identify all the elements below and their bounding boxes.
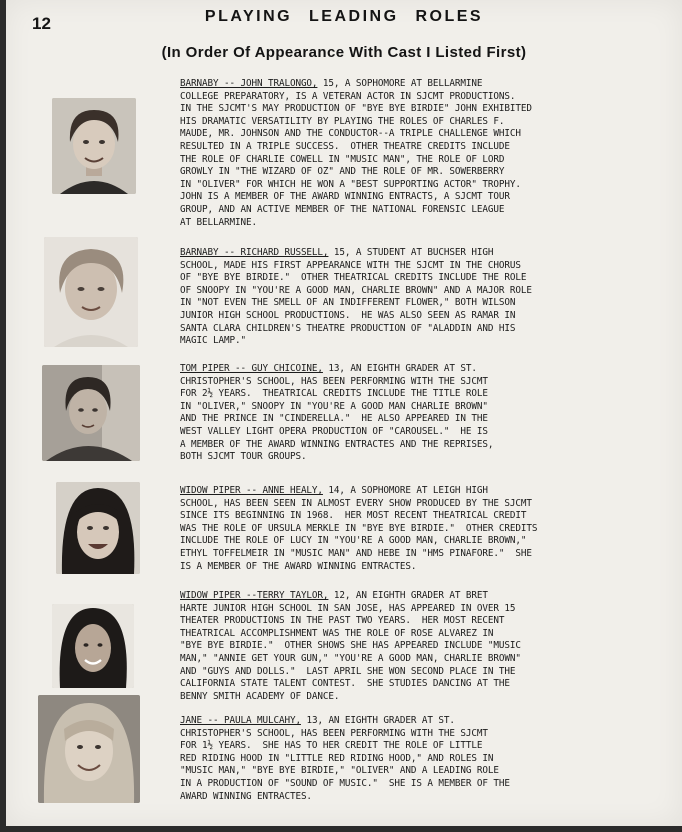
bio-body: 15, A SOPHOMORE AT BELLARMINE COLLEGE PREPARATORY, IS A VETERAN ACTOR IN SJCMT PRODUCTIONS. IN THE SJCMT'S MAY PRODUCTION OF "BYE BYE BIRDIE" JOHN EXHIBITED HIS DRAMATIC VERSATILITY BY PLAYING THE ROLES OF CHARLES F. MAUDE, MR. JOHNSON AND THE CONDUCTOR--A TRIPLE CHALLENGE WHICH RESULTED IN A TRIPLE SUCCESS. OTHER THEATRE CREDITS INCLUDE THE ROLE OF CHARLIE COWELL IN "MUSIC MAN", THE ROLE OF LORD GROWLY IN "THE WIZARD OF OZ" AND THE ROLE OF MR. SOWERBERRY IN "OLIVER" FOR WHICH HE WON A "BEST SUPPORTING ACTOR" TROPHY. JOHN IS A MEMBER OF THE AWARD WINNING ENTRACTS, A SJCMT TOUR GROUP, AND AN ACTIVE MEMBER OF THE NATIONAL FORENSIC LEAGUE AT BELLARMINE.: [180, 78, 532, 228]
portrait-photo-john-tralongo: [52, 98, 136, 194]
bio-text: [180, 78, 620, 229]
program-page: [6, 0, 682, 826]
page-number: 12: [32, 14, 51, 33]
portrait-photo-anne-healy: [56, 482, 140, 574]
role-heading: BARNABY -- JOHN TRALONGO,: [180, 78, 318, 89]
role-heading: JANE -- PAULA MULCAHY,: [180, 715, 301, 726]
portrait-photo-guy-chicoine: [42, 365, 140, 461]
bio-body: 13, AN EIGHTH GRADER AT ST. CHRISTOPHER'S SCHOOL, HAS BEEN PERFORMING WITH THE SJCMT FOR 2½ YEARS. THEATRICAL CREDITS INCLUDE THE TITLE ROLE IN "OLIVER," SNOOPY IN "YOU'RE A GOOD MAN CHARLIE BROWN" AND THE PRINCE IN "CINDERELLA." HE ALSO APPEARED IN THE WEST VALLEY LIGHT OPERA PRODUCTION OF "CAROUSEL." HE IS A MEMBER OF THE AWARD WINNING ENTRACTES AND THE REPRISES, BOTH SJCMT TOUR GROUPS.: [180, 363, 494, 463]
role-heading: TOM PIPER -- GUY CHICOINE,: [180, 363, 323, 374]
bio-body: 15, A STUDENT AT BUCHSER HIGH SCHOOL, MADE HIS FIRST APPEARANCE WITH THE SJCMT IN THE CHORUS OF "BYE BYE BIRDIE." OTHER THEATRICAL CREDITS INCLUDE THE ROLE OF SNOOPY IN "YOU'RE A GOOD MAN, CHARLIE BROWN" AND A MAJOR ROLE IN "NOT EVEN THE SMELL OF AN INDIFFERENT FLOWER," BOTH WILSON JUNIOR HIGH SCHOOL PRODUCTIONS. HE WAS ALSO SEEN AS RAMAR IN SANTA CLARA CHILDREN'S THEATRE PRODUCTION OF "ALADDIN AND HIS MAGIC LAMP.": [180, 247, 532, 347]
page-subtitle: (In Order Of Appearance With Cast I Listed First): [161, 44, 527, 61]
role-heading: WIDOW PIPER --TERRY TAYLOR,: [180, 590, 329, 601]
bio-text: [180, 485, 620, 573]
bio-text: [180, 247, 620, 348]
portrait-photo-terry-taylor: [52, 604, 134, 688]
role-heading: BARNABY -- RICHARD RUSSELL,: [180, 247, 329, 258]
bio-text: [180, 715, 620, 803]
bio-body: 12, AN EIGHTH GRADER AT BRET HARTE JUNIOR HIGH SCHOOL IN SAN JOSE, HAS APPEARED IN OVER 15 THEATER PRODUCTIONS IN THE PAST TWO YEARS. HER MOST RECENT THEATRICAL ACCOMPLISHMENT WAS THE ROLE OF ROSE ALVAREZ IN "BYE BYE BIRDIE." OTHER SHOWS SHE HAS APPEARED INCLUDE "MUSIC MAN," "ANNIE GET YOUR GUN," "YOU'RE A GOOD MAN, CHARLIE BROWN" AND "GUYS AND DOLLS." LAST APRIL SHE WON SECOND PLACE IN THE CALIFORNIA STATE TALENT CONTEST. SHE STUDIES DANCING AT THE BENNY SMITH ACADEMY OF DANCE.: [180, 590, 521, 702]
page-title: PLAYING LEADING ROLES: [204, 8, 484, 25]
bio-body: 14, A SOPHOMORE AT LEIGH HIGH SCHOOL, HAS BEEN SEEN IN ALMOST EVERY SHOW PRODUCED BY THE SJCMT SINCE ITS BEGINNING IN 1968. HER MOST RECENT THEATRICAL CREDIT WAS THE ROLE OF URSULA MERKLE IN "BYE BYE BIRDIE." OTHER CREDITS INCLUDE THE ROLE OF LUCY IN "YOU'RE A GOOD MAN, CHARLIE BROWN," ETHYL TOFFELMEIR IN "MUSIC MAN" AND HEBE IN "HMS PINAFORE." SHE IS A MEMBER OF THE AWARD WINNING ENTRACTES.: [180, 485, 538, 572]
role-heading: WIDOW PIPER -- ANNE HEALY,: [180, 485, 323, 496]
portrait-photo-richard-russell: [44, 237, 138, 347]
bio-text: [180, 363, 620, 464]
portrait-photo-paula-mulcahy: [38, 695, 140, 803]
bio-text: [180, 590, 620, 703]
bio-body: 13, AN EIGHTH GRADER AT ST. CHRISTOPHER'S SCHOOL, HAS BEEN PERFORMING WITH THE SJCMT FOR 1½ YEARS. SHE HAS TO HER CREDIT THE ROLE OF LITTLE RED RIDING HOOD IN "LITTLE RED RIDING HOOD," AND ROLES IN "MUSIC MAN," "BYE BYE BIRDIE," "OLIVER" AND A LEADING ROLE IN A PRODUCTION OF "SOUND OF MUSIC." SHE IS A MEMBER OF THE AWARD WINNING ENTRACTES.: [180, 715, 510, 802]
